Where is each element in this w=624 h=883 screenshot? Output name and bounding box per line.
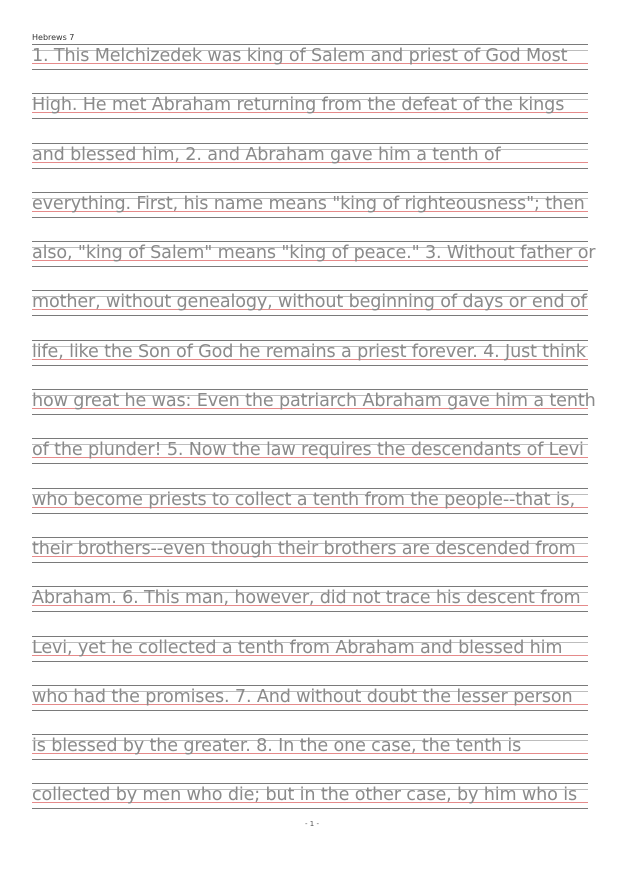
guide-bottom-line — [32, 69, 588, 70]
practice-line-text: of the plunder! 5. Now the law requires the descendants of Levi — [32, 440, 584, 461]
practice-line — [32, 734, 588, 783]
guide-bottom-line — [32, 315, 588, 316]
practice-line-text: also, "king of Salem" means "king of peace." 3. Without father or — [32, 243, 596, 264]
practice-line — [32, 636, 588, 685]
guide-bottom-line — [32, 710, 588, 711]
guide-bottom-line — [32, 611, 588, 612]
guide-bottom-line — [32, 513, 588, 514]
practice-line-text: how great he was: Even the patriarch Abraham gave him a tenth — [32, 391, 596, 412]
guide-bottom-line — [32, 463, 588, 464]
guide-bottom-line — [32, 808, 588, 809]
practice-line — [32, 290, 588, 339]
practice-line-text: life, like the Son of God he remains a priest forever. 4. Just think — [32, 341, 586, 362]
practice-line-text: their brothers--even though their brothers are descended from — [32, 538, 576, 559]
practice-line — [32, 438, 588, 487]
practice-line — [32, 192, 588, 241]
practice-line — [32, 537, 588, 586]
practice-line-text: and blessed him, 2. and Abraham gave him a tenth of — [32, 144, 501, 165]
practice-line — [32, 586, 588, 635]
guide-bottom-line — [32, 217, 588, 218]
guide-bottom-line — [32, 365, 588, 366]
practice-line-text: collected by men who die; but in the other case, by him who is — [32, 785, 577, 806]
practice-line — [32, 488, 588, 537]
practice-line — [32, 93, 588, 142]
practice-line — [32, 340, 588, 389]
practice-line-text: who had the promises. 7. And without doubt the lesser person — [32, 686, 573, 707]
practice-line-text: High. He met Abraham returning from the defeat of the kings — [32, 95, 565, 116]
practice-line — [32, 389, 596, 438]
guide-bottom-line — [32, 414, 588, 415]
guide-bottom-line — [32, 118, 588, 119]
page-number: - 1 - — [305, 820, 319, 828]
practice-line-text: 1. This Melchizedek was king of Salem and priest of God Most — [32, 46, 568, 66]
guide-bottom-line — [32, 661, 588, 662]
handwriting-practice-sheet — [32, 44, 596, 833]
practice-line-text: mother, without genealogy, without beginning of days or end of — [32, 292, 587, 313]
page-header-title: Hebrews 7 — [32, 33, 75, 42]
guide-bottom-line — [32, 266, 588, 267]
practice-line — [32, 685, 588, 734]
practice-line-text: Abraham. 6. This man, however, did not trace his descent from — [32, 588, 581, 609]
guide-bottom-line — [32, 168, 588, 169]
practice-line-text: everything. First, his name means "king of righteousness"; then — [32, 193, 585, 214]
practice-line — [32, 143, 588, 192]
practice-line — [32, 44, 588, 93]
practice-line-text: Levi, yet he collected a tenth from Abraham and blessed him — [32, 637, 563, 658]
guide-bottom-line — [32, 562, 588, 563]
guide-bottom-line — [32, 759, 588, 760]
practice-line-text: is blessed by the greater. 8. In the one case, the tenth is — [32, 736, 522, 757]
practice-line — [32, 241, 596, 290]
practice-line-text: who become priests to collect a tenth from the people--that is, — [32, 489, 576, 510]
